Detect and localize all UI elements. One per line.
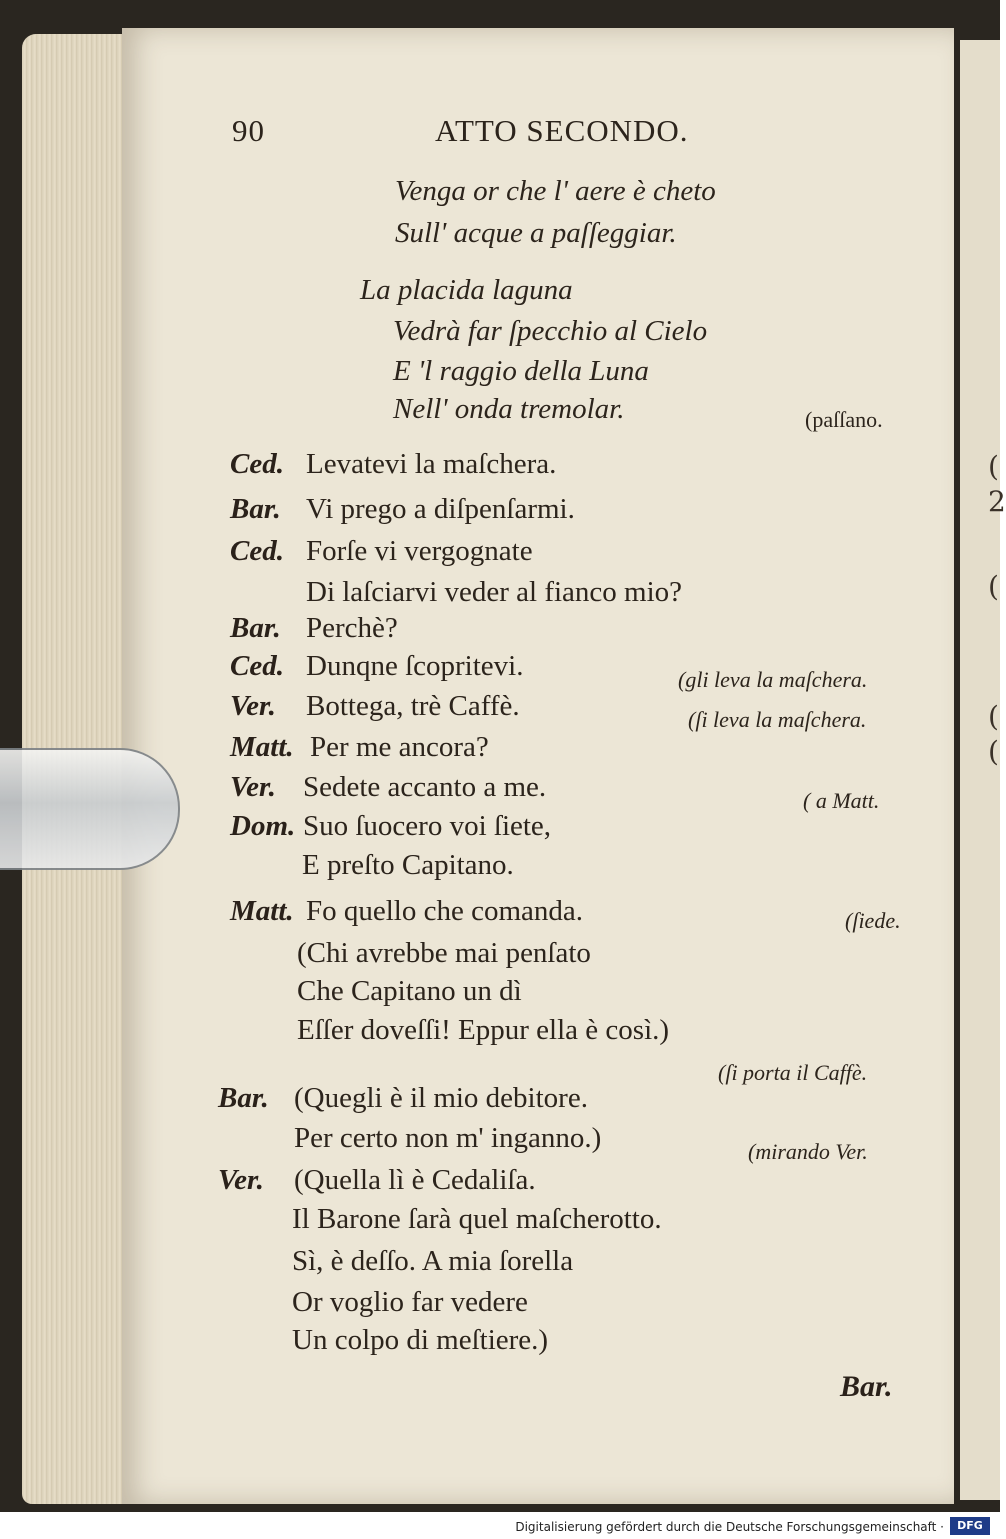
speaker: Dom.	[230, 810, 296, 842]
song-line: Vedrà far ſpecchio al Cielo	[393, 315, 708, 347]
dialogue-line: Forſe vi vergognate	[306, 535, 533, 567]
dialogue-line: Vi prego a diſpenſarmi.	[306, 493, 575, 525]
speaker: Matt.	[230, 731, 294, 763]
dfg-logo: DFG	[950, 1517, 990, 1535]
speaker: Matt.	[230, 895, 294, 927]
speaker: Ced.	[230, 535, 284, 567]
dialogue-line: Il Barone ſarà quel maſcherotto.	[292, 1203, 662, 1235]
dialogue-line: Bottega, trè Caffè.	[306, 690, 520, 722]
dialogue-line: Perchè?	[306, 612, 398, 644]
stage-direction: (mirando Ver.	[748, 1139, 868, 1164]
footer-credit: Digitalisierung gefördert durch die Deutsche Forschungsgemeinschaft ·	[515, 1520, 944, 1534]
dialogue-line: Di laſciarvi veder al fianco mio?	[306, 576, 683, 608]
page-header: ATTO SECONDO.	[435, 113, 689, 148]
stage-direction: (ſi leva la maſchera.	[688, 707, 867, 732]
catchword: Bar.	[840, 1370, 893, 1403]
dialogue-line: Fo quello che comanda.	[306, 895, 584, 927]
digitization-footer	[0, 1512, 1000, 1539]
dialogue-line: (Quegli è il mio debitore.	[294, 1082, 588, 1114]
song-line: La placida laguna	[360, 274, 573, 306]
song-line: Venga or che l' aere è cheto	[395, 175, 716, 207]
stage-direction: ( a Matt.	[803, 788, 880, 813]
dialogue-line: Che Capitano un dì	[297, 975, 522, 1007]
dialogue-line: Per me ancora?	[310, 731, 489, 763]
song-line: E 'l raggio della Luna	[393, 355, 649, 387]
dialogue-line: E preſto Capitano.	[302, 849, 514, 881]
dialogue-line: (Chi avrebbe mai penſato	[297, 937, 591, 969]
dialogue-line: Dunqne ſcopritevi.	[306, 650, 524, 682]
stage-direction: (gli leva la maſchera.	[678, 667, 868, 692]
speaker: Ver.	[230, 690, 276, 722]
dialogue-line: Per certo non m' inganno.)	[294, 1122, 602, 1154]
speaker: Ver.	[218, 1164, 264, 1196]
dialogue-line: (Quella lì è Cedaliſa.	[294, 1164, 536, 1196]
dialogue-line: Levatevi la maſchera.	[306, 448, 557, 480]
speaker: Bar.	[218, 1082, 269, 1114]
dialogue-line: Or voglio far vedere	[292, 1286, 528, 1318]
book-page	[122, 28, 954, 1504]
page-turn-handle[interactable]	[0, 748, 180, 870]
dialogue-line: Sì, è deſſo. A mia ſorella	[292, 1245, 574, 1277]
speaker: Bar.	[230, 612, 281, 644]
facing-glyph: 2	[988, 485, 1006, 518]
page-number: 90	[232, 113, 265, 148]
dialogue-line: Sedete accanto a me.	[303, 771, 547, 803]
stage-direction: (ſiede.	[845, 908, 901, 933]
speaker: Ced.	[230, 448, 284, 480]
stage-direction: (ſi porta il Caffè.	[718, 1060, 868, 1085]
facing-glyph: (	[988, 700, 999, 733]
speaker: Ced.	[230, 650, 284, 682]
facing-glyph: (	[988, 570, 999, 603]
facing-page-edge	[960, 40, 1006, 1500]
song-line: Nell' onda tremolar.	[393, 393, 625, 425]
facing-glyph: (	[988, 735, 999, 768]
stage-direction: (paſſano.	[805, 407, 883, 432]
song-line: Sull' acque a paſſeggiar.	[395, 217, 677, 249]
speaker: Bar.	[230, 493, 281, 525]
dialogue-line: Suo ſuocero voi ſiete,	[303, 810, 552, 842]
dialogue-line: Un colpo di meſtiere.)	[292, 1324, 549, 1356]
facing-glyph: (	[988, 450, 999, 483]
speaker: Ver.	[230, 771, 276, 803]
dialogue-line: Eſſer doveſſi! Eppur ella è così.)	[297, 1014, 670, 1046]
